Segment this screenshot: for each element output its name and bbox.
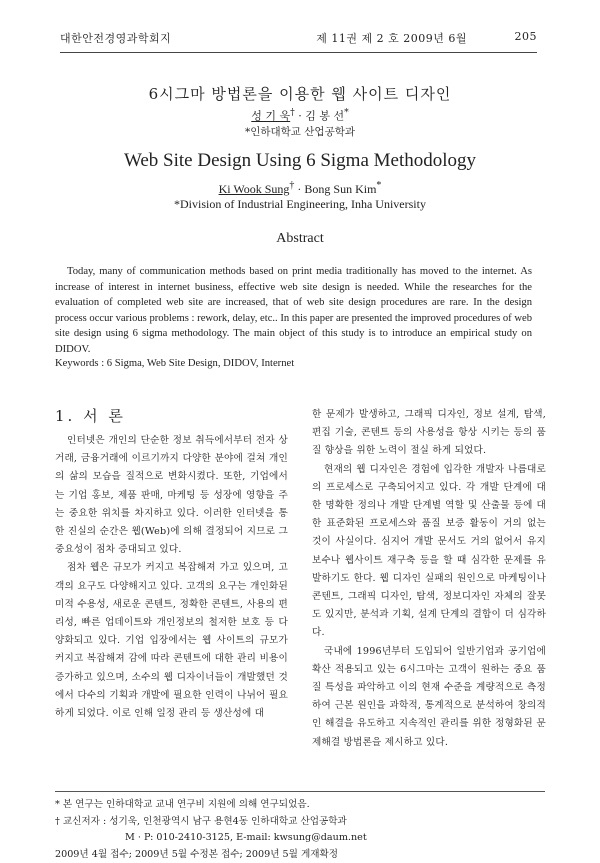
left-column xyxy=(55,432,288,723)
paragraph: 인터넷은 개인의 단순한 정보 취득에서부터 전자 상거래, 금융거래에 이르기까지 다양한 분야에 걸쳐 개인의 삶의 모습을 질적으로 변화시켰다. 또한, 기업에서는 기업 홍보, 제품 판매, 마케팅 등 성장에 영향을 주는 중요한 위치를 차지하고 있다. 이러한 인터넷을 통한 진실의 순간은 웹(Web)에 의해 결정되어 지므로 그 중요성이 점차 증대되고 있다. xyxy=(55,432,288,559)
korean-author-separator: · xyxy=(295,110,306,123)
english-author-2: Bong Sun Kim xyxy=(304,182,376,196)
english-author-1: Ki Wook Sung xyxy=(219,182,290,196)
english-title: Web Site Design Using 6 Sigma Methodology xyxy=(0,150,600,172)
paragraph: 현재의 웹 디자인은 경험에 입각한 개발자 나름대로의 프로세스로 구축되어지고 있다. 각 개발 단계에 대한 명확한 정의나 개발 단계별 역할 및 산출물 등에 대한 표준화된 프로세스와 품질 보증 활동이 거의 없는 것이 사실이다. 심지어 개발 문서도 거의 없어서 유지 보수나 웹사이트 재구축 등을 할 때 심각한 문제를 유발하기도 한다. 웹 디자인 실패의 원인으로 마케팅이나 콘텐트, 그래픽 디자인, 탐색, 정보디자인 자체의 잘못도 있지만, 분석과 기획, 설계 단계의 결합이 더 심각하다. xyxy=(312,461,546,643)
abstract-text: Today, many of communication methods based on print media traditionally has moved to the internet. As increase of interest in internet business, effective web site design is needed. While the researches for the evaluation of completed web site are increased, that of web site design procedures are rare. In the design process occur various problems : rework, delay, etc.. In this paper are presented the improved procedures of web site design using 6 sigma methodology. The main object of this study is to introduce an empirical study on DIDOV. xyxy=(55,264,532,357)
keywords: Keywords : 6 Sigma, Web Site Design, DIDOV, Internet xyxy=(55,358,532,369)
korean-author-1-mark: † xyxy=(290,107,295,118)
english-authors xyxy=(0,180,600,197)
korean-author-1: 성 기 욱 xyxy=(251,110,290,123)
running-header xyxy=(60,30,537,48)
footnote-corresponding-author: † 교신저자 : 성기욱, 인천광역시 남구 용현4동 인하대학교 산업공학과 xyxy=(55,814,545,831)
paragraph: 점차 웹은 규모가 커지고 복잡해져 가고 있으며, 고객의 요구도 다양해지고 있다. 고객의 요구는 개인화된 미적 수용성, 새로운 콘텐트, 정확한 콘텐트, 사용의 편리성, 빠른 업데이트와 개인정보의 철저한 보호 등 다양화되고 있다. 기업 입장에서는 웹 사이트의 규모가 커지고 복잡해져 감에 따라 콘텐트에 대한 관리 비용이 증가하고 있으며, 소수의 웹 디자이너들이 개발했던 것에서 다수의 기획과 개발에 필요한 인력이 나뉘어 필요하게 되었다. 이로 인해 일정 관리 등 생산성에 대 xyxy=(55,559,288,723)
korean-affiliation: *인하대학교 산업공학과 xyxy=(0,124,600,139)
volume-issue: 제 11권 제 2 호 2009년 6월 xyxy=(316,30,467,46)
korean-authors xyxy=(0,107,600,124)
footnote-rule xyxy=(55,791,545,792)
right-column xyxy=(312,406,546,752)
footnote-funding: * 본 연구는 인하대학교 교내 연구비 지원에 의해 연구되었음. xyxy=(55,797,545,814)
footnote-dates: 2009년 4월 접수; 2009년 5월 수정본 접수; 2009년 5월 게재확정 xyxy=(55,847,545,863)
korean-author-2: 김 봉 선 xyxy=(305,110,344,123)
english-author-separator: · xyxy=(294,182,304,196)
footnotes xyxy=(55,797,545,863)
english-affiliation: *Division of Industrial Engineering, Inha University xyxy=(0,197,600,212)
korean-title: 6시그마 방법론을 이용한 웹 사이트 디자인 xyxy=(0,83,600,104)
footnote-contact: M · P: 010-2410-3125, E-mail: kwsung@daum.net xyxy=(55,830,545,847)
english-author-2-mark: * xyxy=(376,180,381,191)
journal-name: 대한안전경영과학회지 xyxy=(60,30,171,46)
paragraph: 한 문제가 발생하고, 그래픽 디자인, 정보 설계, 탐색, 편집 기술, 콘텐트 등의 사용성을 항상 시키는 등의 품질 향상을 위한 노력이 절실 하게 되었다. xyxy=(312,406,546,461)
section-title: 1. 서 론 xyxy=(55,405,126,426)
page-number: 205 xyxy=(515,30,538,43)
abstract-heading: Abstract xyxy=(0,231,600,247)
paragraph: 국내에 1996년부터 도입되어 일반기업과 공기업에 확산 적용되고 있는 6시그마는 고객이 원하는 중요 품질 특성을 파악하고 이의 현재 수준을 계량적으로 측정하여 근본 원인을 과학적, 통계적으로 분석하여 창의적인 해결을 유도하고 지속적인 관리를 위한 정형화된 문제해결 방법론을 제시하고 있다. xyxy=(312,643,546,752)
header-rule xyxy=(60,52,537,53)
english-author-1-mark: † xyxy=(289,180,294,191)
korean-author-2-mark: * xyxy=(344,107,349,118)
